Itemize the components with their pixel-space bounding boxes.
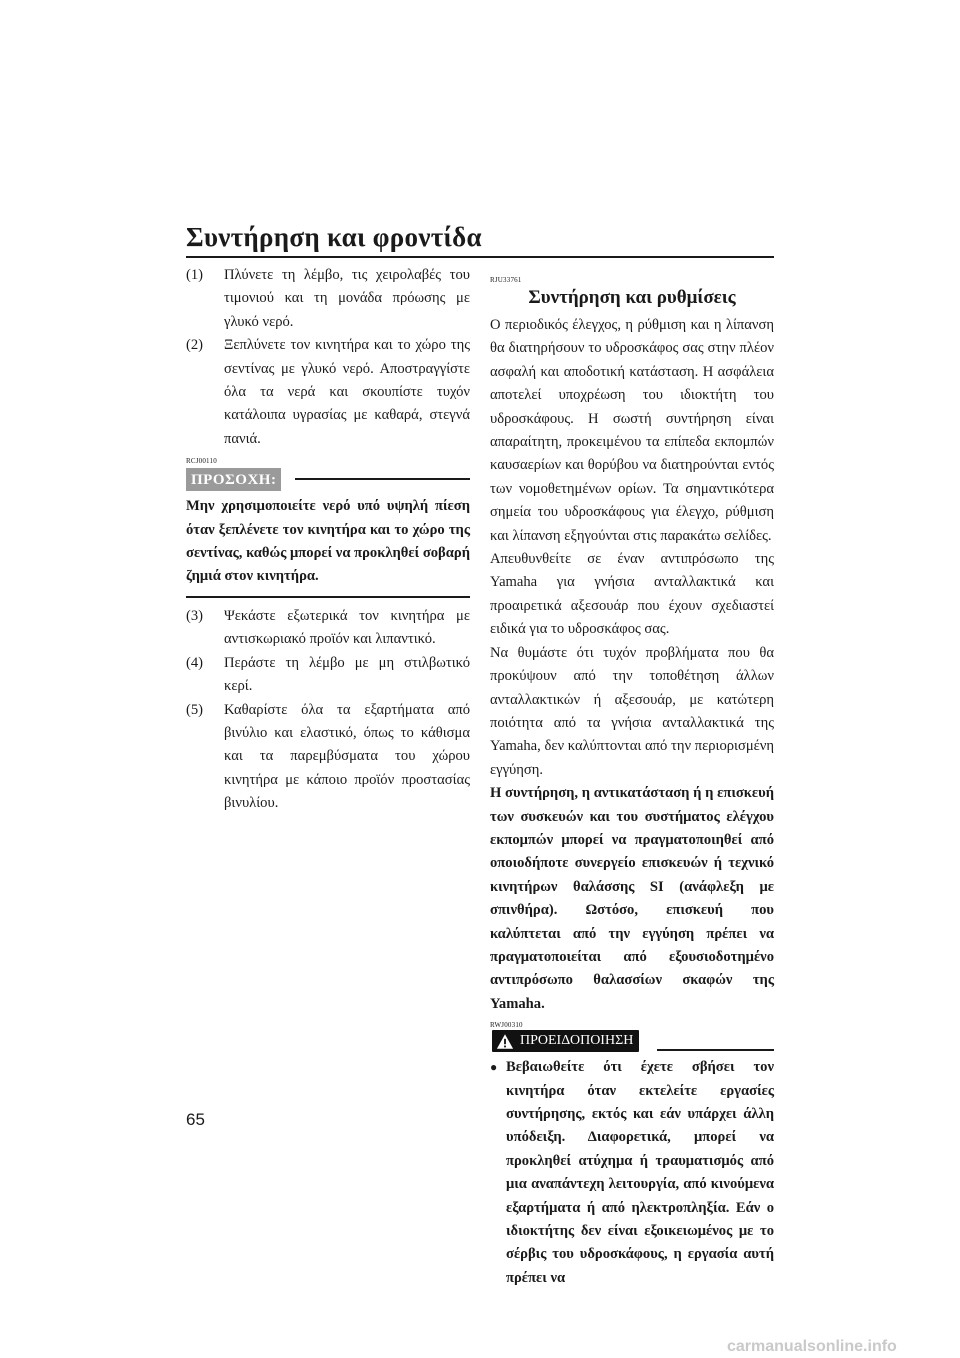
caution-code: RCJ00110 [186, 457, 217, 466]
paragraph: Απευθυνθείτε σε έναν αντιπρόσωπο της Yamaha για γνήσια ανταλλακτικά και προαιρετικά αξεσουάρ που έχουν σχεδιαστεί ειδικά για το υδροσκάφος σας. [490, 551, 774, 638]
list-item [186, 652, 470, 699]
paragraph: Ο περιοδικός έλεγχος, η ρύθμιση και η λίπανση θα διατηρήσουν το υδροσκάφος σας στην πλέον ασφαλή και αποδοτική κατάσταση. Η ασφάλεια αποτελεί υποχρέωση του ιδιοκτήτη του υδροσκάφους. Η σωστή συντήρηση είναι απαραίτητη, προκειμένου τα επίπεδα εκπομπών καυσαερίων και θορύβου να διατηρούνται εντός των νομοθετημένων ορίων. Τα σημαντικότερα σημεία του υδροσκάφους για έλεγχο, ρύθμιση και λίπανση εξηγούνται στις παρακάτω σελίδες. [490, 317, 774, 544]
section-code: RJU33761 [490, 276, 522, 284]
item-number: (2) [186, 337, 204, 354]
page-number: 65 [186, 1110, 205, 1129]
item-text: Περάστε τη λέμβο με μη στιλβωτικό κερί. [224, 654, 470, 695]
warning-code: RWJ00310 [490, 1021, 523, 1030]
warning-bullet [490, 1056, 774, 1290]
item-number: (5) [186, 701, 204, 718]
caution-rule [295, 478, 470, 480]
caution-label: ΠΡΟΣΟΧΗ: [186, 468, 281, 491]
list-item [186, 264, 470, 334]
item-number: (1) [186, 267, 204, 283]
left-column [186, 264, 470, 816]
item-text: Πλύνετε τη λέμβο, τις χειρολαβές του τιμονιού και τη μονάδα πρόωσης με γλυκό νερό. [224, 267, 470, 330]
warning-label-box [492, 1030, 639, 1052]
item-number: (4) [186, 654, 204, 671]
item-text: Ψεκάστε εξωτερικά τον κινητήρα με αντισκωριακό προϊόν και λιπαντικό. [224, 607, 470, 648]
caution-text: Μην χρησιμοποιείτε νερό υπό υψηλή πίεση όταν ξεπλένετε τον κινητήρα και το χώρο της σεντίνας, καθώς μπορεί να προκληθεί σοβαρή ζημιά στον κινητήρα. [186, 495, 470, 598]
watermark[interactable]: carmanualsonline.info [727, 1338, 897, 1355]
warning-text: Βεβαιωθείτε ότι έχετε σβήσει τον κινητήρα όταν εκτελείτε εργασίες συντήρησης, εκτός και εάν υπάρχει άλλη υπόδειξη. Διαφορετικά, μπορεί να προκληθεί ατύχημα ή τραυματισμός από μια αναπάντεχη λειτουργία, από κινούμενα εξαρτήματα ή από ηλεκτροπληξία. Εάν ο ιδιοκτήτης δεν είναι εξοικειωμένος με το σέρβις του υδροσκάφους, η εργασία αυτή πρέπει να [506, 1059, 774, 1286]
item-text: Καθαρίστε όλα τα εξαρτήματα από βινύλιο και ελαστικό, όπως το κάθισμα και τα παρεμβύσματα του χώρου κινητήρα με κάποιο προϊόν προστασίας βινυλίου. [224, 701, 470, 812]
item-text: Ξεπλύνετε τον κινητήρα και το χώρο της σεντίνας με γλυκό νερό. Αποστραγγίστε όλα τα νερά και σκουπίστε τυχόν κατάλοιπα υγρασίας με καθαρά, στεγνά πανιά. [224, 337, 470, 447]
list-item [186, 699, 470, 816]
right-column [490, 264, 774, 1290]
page-title: Συντήρηση και φροντίδα [186, 222, 482, 252]
caution-header [186, 468, 470, 491]
list-item [186, 605, 470, 652]
header-rule [186, 256, 774, 258]
paragraph: Να θυμάστε ότι τυχόν προβλήματα που θα προκύψουν από την τοποθέτηση άλλων ανταλλακτικών ή αξεσουάρ, με κατώτερη ποιότητα από τα γνήσια ανταλλακτικά της Yamaha, δεν καλύπτονται από την περιορισμένη εγγύηση. [490, 644, 774, 778]
warning-triangle-icon [496, 1033, 514, 1050]
bullet-dot-icon: ● [490, 1060, 498, 1075]
warning-label: ΠΡΟΕΙΔΟΠΟΙΗΣΗ [520, 1033, 634, 1049]
list-item [186, 334, 470, 451]
item-number: (3) [186, 607, 204, 624]
bold-paragraph: Η συντήρηση, η αντικατάσταση ή η επισκευή των συσκευών και του συστήματος ελέγχου εκπομπών μπορεί να πραγματοποιηθεί από οποιοδήποτε συνεργείο επισκευών ή τεχνικό κινητήρων θαλάσσης SI (ανάφλεξη με σπινθήρα). Ωστόσο, επισκευή που καλύπτεται από την εγγύηση πρέπει να πραγματοποιείται από εξουσιοδοτημένο αντιπρόσωπο θαλασσίων σκαφών της Yamaha. [490, 785, 774, 1012]
warning-header [490, 1030, 774, 1052]
warning-rule [657, 1049, 774, 1051]
section-title: Συντήρηση και ρυθμίσεις [528, 287, 736, 308]
